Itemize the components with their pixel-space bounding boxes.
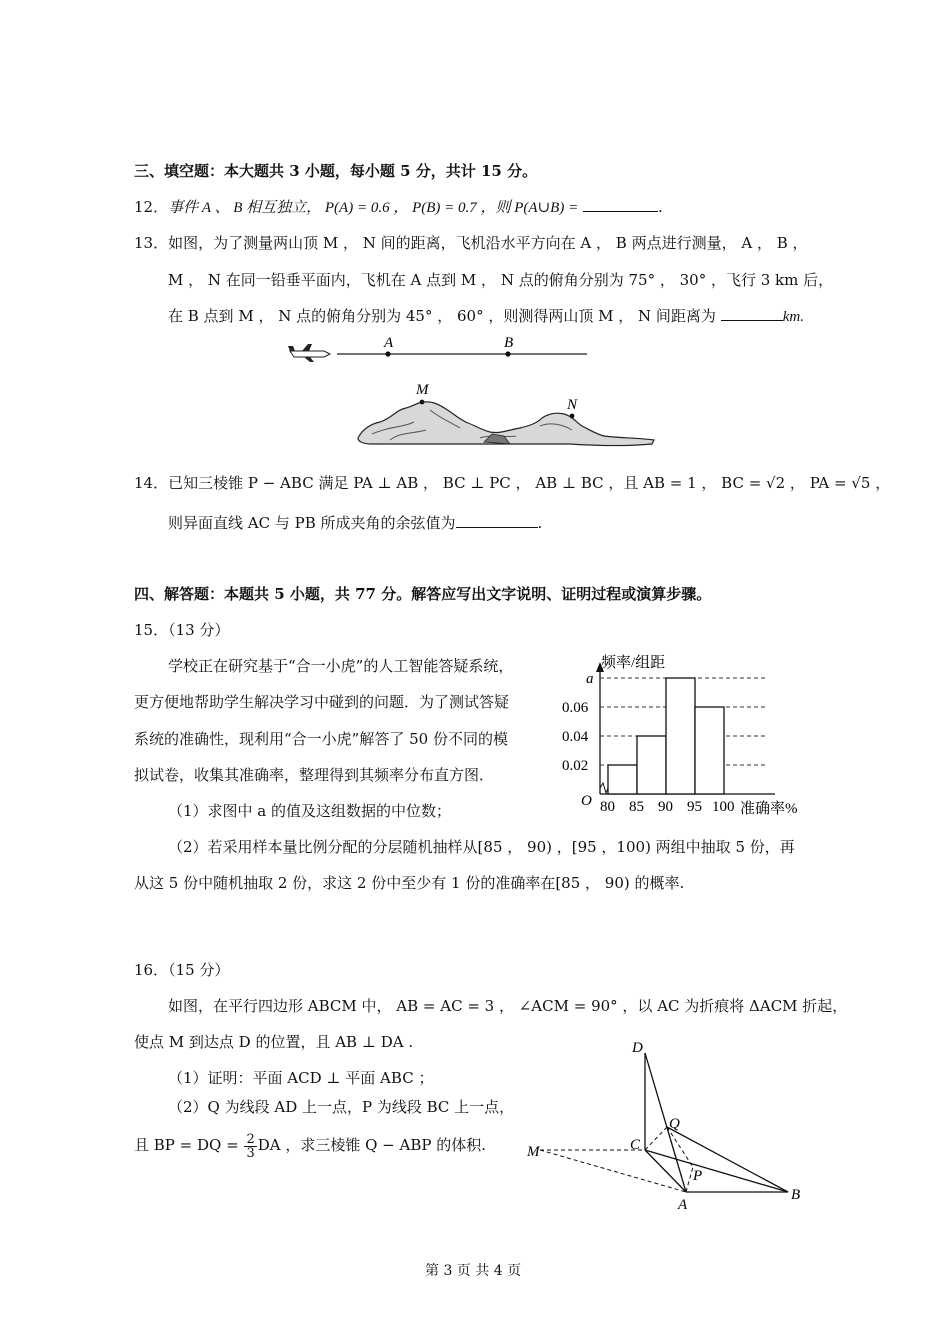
page-footer: 第 3 页 共 4 页 bbox=[425, 1263, 522, 1279]
q16-pyramid-figure bbox=[520, 1035, 820, 1215]
q12-end: . bbox=[657, 198, 663, 216]
section4-heading: 四、解答题：本题共 5 小题，共 77 分。解答应写出文字说明、证明过程或演算步骤。 bbox=[134, 585, 712, 603]
histogram-bar bbox=[608, 765, 637, 794]
chart-xlabel: 准确率% bbox=[740, 801, 798, 817]
q14-answer-blank bbox=[456, 513, 538, 528]
label-q: Q bbox=[669, 1116, 680, 1132]
q15-sub2-line1: （2）若采用样本量比例分配的分层随机抽样从[85 ， 90) ，[95 ，100) 两组中抽取 5 份，再 bbox=[168, 838, 795, 856]
histogram-bar bbox=[637, 736, 666, 794]
q16-line2: 使点 M 到达点 D 的位置，且 AB ⊥ DA . bbox=[134, 1033, 414, 1051]
q13-answer-blank bbox=[721, 306, 783, 321]
x-tick-label: 85 bbox=[629, 799, 644, 815]
q13-text-line3: 在 B 点到 M ， N 点的俯角分别为 45° ， 60° ，则测得两山顶 M ， N 间距离为 bbox=[168, 307, 716, 325]
q12 bbox=[134, 197, 663, 218]
mountains-drawing bbox=[358, 402, 654, 446]
label-m: M bbox=[527, 1144, 540, 1160]
label-b: B bbox=[504, 335, 514, 351]
fraction-denominator: 3 bbox=[246, 1145, 255, 1161]
histogram-bar bbox=[695, 707, 724, 794]
label-a: A bbox=[678, 1197, 688, 1213]
q15-histogram bbox=[555, 650, 815, 822]
q15-paragraph-line4: 拟试卷，收集其准确率，整理得到其频率分布直方图． bbox=[134, 766, 495, 784]
q12-answer-blank bbox=[583, 197, 658, 212]
figure-solid-edges bbox=[645, 1053, 788, 1192]
q15-paragraph-line2: 更方便地帮助学生解决学习中碰到的问题．为了测试答疑 bbox=[134, 693, 510, 711]
q12-text: 事件 A 、 B 相互独立， P(A) = 0.6 ， P(B) = 0.7 ，则 P(A∪B) = bbox=[168, 200, 579, 216]
q14-text-line2: 则异面直线 AC 与 PB 所成夹角的余弦值为 bbox=[168, 514, 456, 532]
label-p: P bbox=[693, 1168, 703, 1184]
q12-number: 12． bbox=[134, 198, 169, 216]
q13-line3 bbox=[168, 306, 804, 327]
q13-number: 13． bbox=[134, 234, 169, 252]
point-n-dot bbox=[570, 414, 575, 419]
label-c: C bbox=[630, 1137, 641, 1153]
q15-sub1: （1）求图中 a 的值及这组数据的中位数； bbox=[168, 802, 452, 820]
q16-sub2-suffix: DA ，求三棱锥 Q − ABP 的体积. bbox=[257, 1136, 487, 1154]
q16-sub2-prefix: 且 BP = DQ = bbox=[134, 1136, 239, 1154]
label-b: B bbox=[791, 1187, 801, 1203]
q16-line1: 如图，在平行四边形 ABCM 中， AB = AC = 3 ， ∠ACM = 90° ，以 AC 为折痕将 ΔACM 折起， bbox=[168, 997, 848, 1015]
q13-unit: km. bbox=[782, 309, 804, 325]
q14-line1 bbox=[134, 473, 890, 493]
x-tick-label: 100 bbox=[712, 799, 735, 815]
point-a-dot bbox=[385, 351, 390, 356]
y-tick-label: 0.06 bbox=[562, 700, 589, 716]
q16-sub1: （1）证明：平面 ACD ⊥ 平面 ABC ； bbox=[168, 1069, 434, 1087]
label-a: A bbox=[384, 335, 394, 351]
y-tick-label: 0.02 bbox=[562, 758, 589, 774]
q15-sub2-line2: 从这 5 份中随机抽取 2 份，求这 2 份中至少有 1 份的准确率在[85 ， 90) 的概率. bbox=[134, 874, 685, 892]
q14-text-line1: 已知三棱锥 P − ABC 满足 PA ⊥ AB ， BC ⊥ PC ， AB ⊥ BC ，且 AB = 1 ， BC = √2 ， PA = √5 ， bbox=[168, 474, 891, 492]
q15-paragraph-line1: 学校正在研究基于“合一小虎”的人工智能答疑系统， bbox=[168, 657, 514, 675]
y-tick-label: a bbox=[586, 671, 594, 687]
y-tick-label: 0.04 bbox=[562, 729, 589, 745]
x-tick-label: 95 bbox=[687, 799, 702, 815]
fraction-two-thirds bbox=[244, 1133, 256, 1160]
q14-number: 14． bbox=[134, 474, 169, 492]
figure-dashed-edges bbox=[540, 1127, 693, 1192]
axis-break-mark bbox=[600, 783, 608, 793]
label-d: D bbox=[632, 1040, 643, 1056]
label-m: M bbox=[416, 382, 429, 398]
chart-ylabel: 频率/组距 bbox=[601, 655, 666, 671]
point-b-dot bbox=[505, 351, 510, 356]
histogram-bar bbox=[666, 678, 695, 794]
airplane-icon bbox=[288, 344, 330, 362]
label-n: N bbox=[567, 397, 578, 413]
q15-header: 15．（13 分） bbox=[134, 621, 230, 639]
q16-sub2-line1: （2）Q 为线段 AD 上一点，P 为线段 BC 上一点， bbox=[168, 1098, 515, 1116]
point-m-dot bbox=[420, 400, 425, 405]
q13-text-line1: 如图，为了测量两山顶 M ， N 间的距离，飞机沿水平方向在 A ， B 两点进行测量， A ， B ， bbox=[168, 234, 808, 252]
x-tick-label: 90 bbox=[658, 799, 673, 815]
fraction-numerator: 2 bbox=[246, 1131, 255, 1147]
q13-line2: M ， N 在同一铅垂平面内，飞机在 A 点到 M ， N 点的俯角分别为 75° ， 30° ，飞行 3 km 后， bbox=[168, 271, 834, 289]
chart-origin-label: O bbox=[581, 793, 592, 809]
q13-line1 bbox=[134, 233, 808, 253]
q14-end: . bbox=[537, 514, 543, 532]
q15-paragraph-line3: 系统的准确性，现利用“合一小虎”解答了 50 份不同的模 bbox=[134, 730, 508, 748]
q16-header: 16．（15 分） bbox=[134, 961, 230, 979]
section3-heading: 三、填空题：本大题共 3 小题，每小题 5 分，共计 15 分。 bbox=[134, 162, 538, 180]
q13-mountain-figure bbox=[280, 330, 670, 455]
q16-sub2-line2 bbox=[134, 1130, 486, 1160]
x-tick-label: 80 bbox=[600, 799, 615, 815]
q14-line2 bbox=[168, 513, 542, 533]
